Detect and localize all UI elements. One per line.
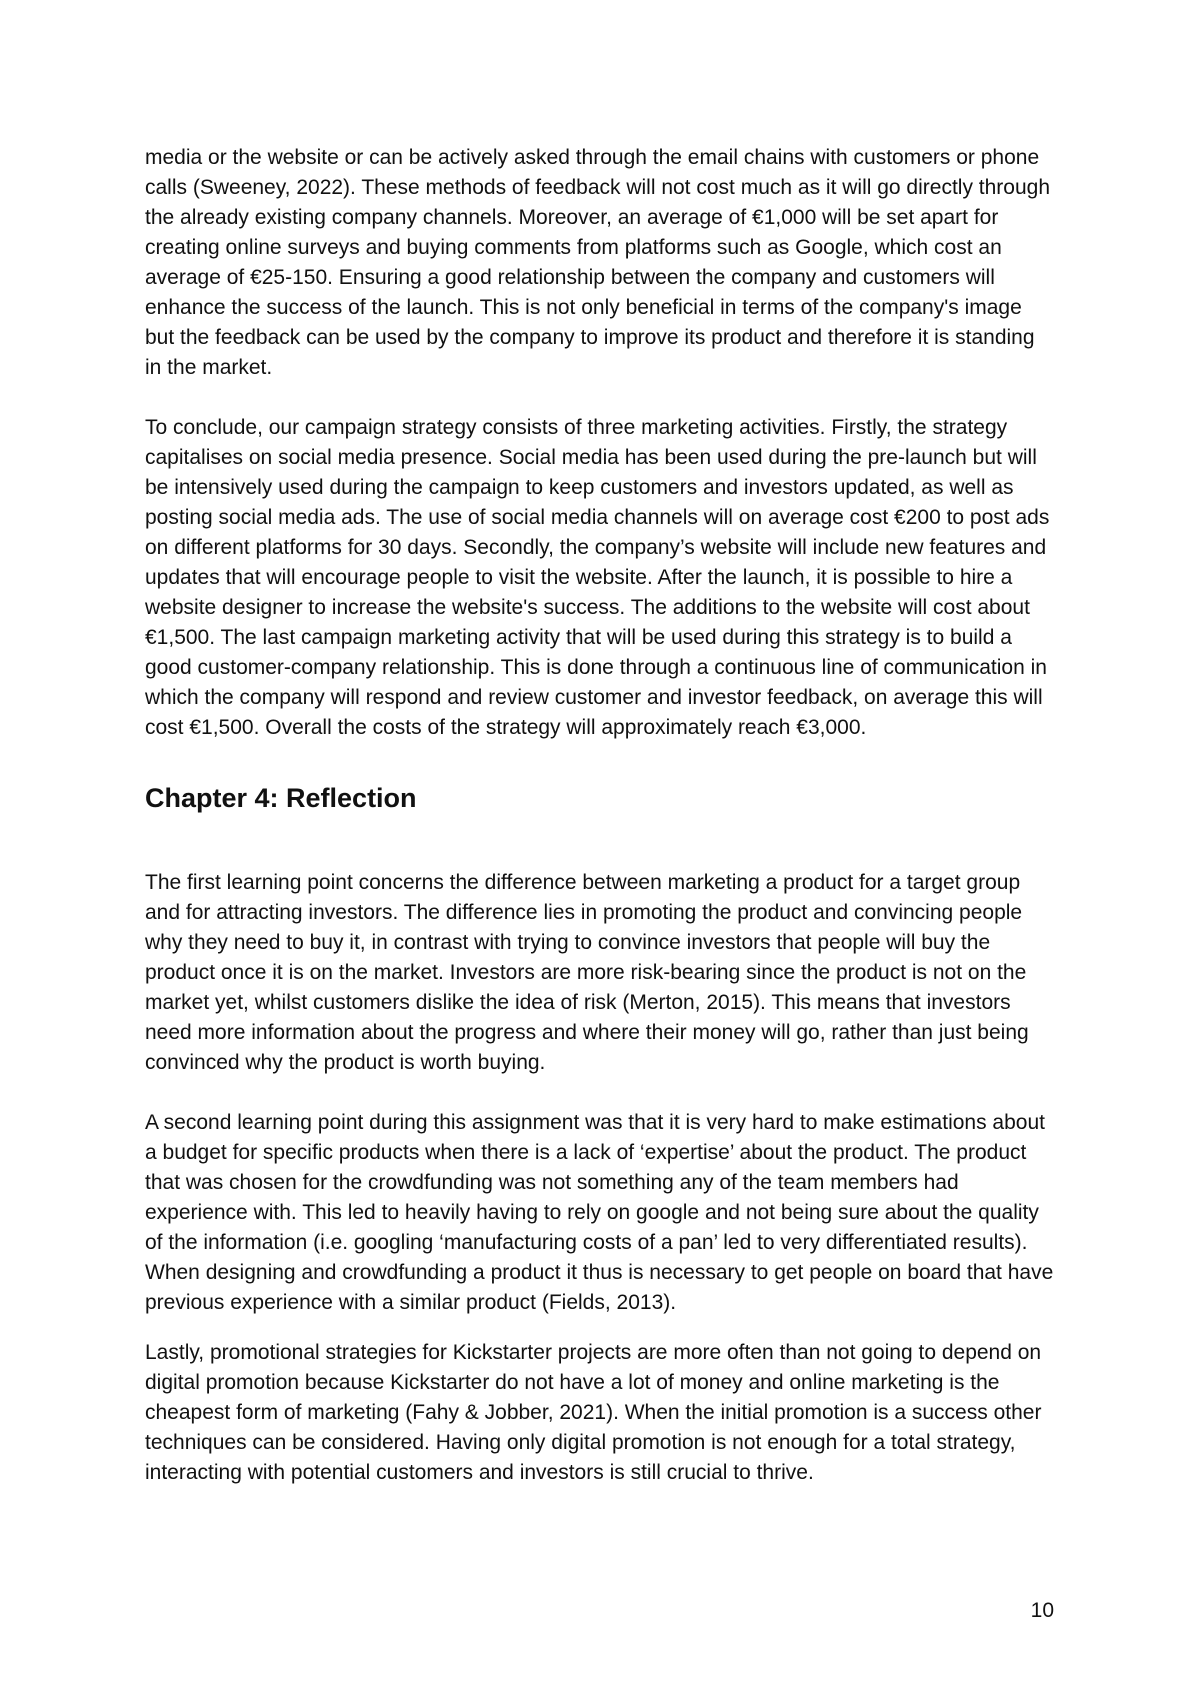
paragraph-feedback-channels: media or the website or can be actively asked through the email chains with customers or phone calls (Sweeney, 2022). These methods of feedback will not cost much as it will go directly through the already existing company channels. Moreover, an average of €1,000 will be set apart for creating online surveys and buying comments from platforms such as Google, which cost an average of €25-150. Ensuring a good relationship between the company and customers will enhance the success of the launch. This is not only beneficial in terms of the company's image but the feedback can be used by the company to improve its product and therefore it is standing in the market. (145, 146, 1050, 379)
chapter-heading: Chapter 4: Reflection (145, 783, 417, 813)
paragraph-promotional-strategies: Lastly, promotional strategies for Kickstarter projects are more often than not going to depend on digital promotion because Kickstarter do not have a lot of money and online marketing is the cheapest form of marketing (Fahy & Jobber, 2021). When the initial promotion is a success other techniques can be considered. Having only digital promotion is not enough for a total strategy, interacting with potential customers and investors is still crucial to thrive. (145, 1341, 1042, 1484)
paragraph-second-learning-point: A second learning point during this assignment was that it is very hard to make estimations about a budget for specific products when there is a lack of ‘expertise’ about the product. The product that was chosen for the crowdfunding was not something any of the team members had experience with. This led to heavily having to rely on google and not being sure about the quality of the information (i.e. googling ‘manufacturing costs of a pan’ led to very differentiated results). When designing and crowdfunding a product it thus is necessary to get people on board that have previous experience with a similar product (Fields, 2013). (145, 1111, 1054, 1314)
page-content (145, 143, 1055, 1488)
paragraph-first-learning-point: The first learning point concerns the difference between marketing a product for a target group and for attracting investors. The difference lies in promoting the product and convincing people why they need to buy it, in contrast with trying to convince investors that people will buy the product once it is on the market. Investors are more risk-bearing since the product is not on the market yet, whilst customers dislike the idea of risk (Merton, 2015). This means that investors need more information about the progress and where their money will go, rather than just being convinced why the product is worth buying. (145, 871, 1029, 1074)
page-number: 10 (1030, 1599, 1054, 1622)
paragraph-campaign-conclusion: To conclude, our campaign strategy consists of three marketing activities. Firstly, the strategy capitalises on social media presence. Social media has been used during the pre-launch but will be intensively used during the campaign to keep customers and investors updated, as well as posting social media ads. The use of social media channels will on average cost €200 to post ads on different platforms for 30 days. Secondly, the company’s website will include new features and updates that will encourage people to visit the website. After the launch, it is possible to hire a website designer to increase the website's success. The additions to the website will cost about €1,500. The last campaign marketing activity that will be used during this strategy is to build a good customer-company relationship. This is done through a continuous line of communication in which the company will respond and review customer and investor feedback, on average this will cost €1,500. Overall the costs of the strategy will approximately reach €3,000. (145, 416, 1050, 739)
